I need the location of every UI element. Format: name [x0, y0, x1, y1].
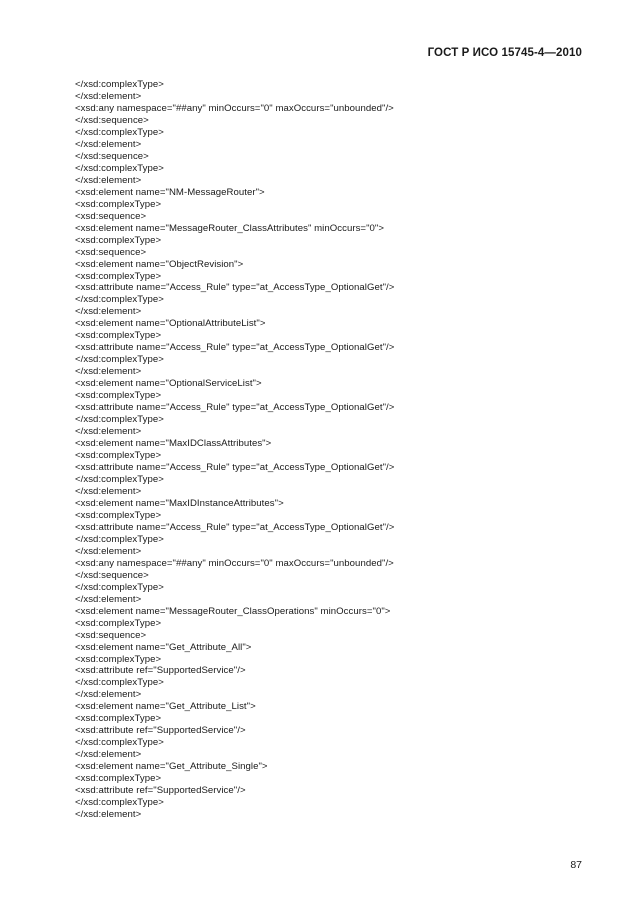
document-header-title: ГОСТ Р ИСО 15745-4—2010	[427, 47, 582, 59]
code-line: </xsd:element>	[75, 593, 142, 605]
code-line: <xsd:attribute ref="SupportedService"/>	[75, 725, 246, 737]
code-line: <xsd:complexType>	[75, 270, 162, 282]
code-line: <xsd:attribute name="Access_Rule" type="at_AccessType_OptionalGet"/>	[75, 402, 395, 414]
code-line: </xsd:element>	[75, 90, 142, 102]
code-line: <xsd:sequence>	[75, 210, 147, 222]
code-line: <xsd:element name="Get_Attribute_Single">	[75, 761, 268, 773]
code-line: <xsd:element name="Get_Attribute_All">	[75, 641, 252, 653]
code-line: <xsd:attribute ref="SupportedService"/>	[75, 665, 246, 677]
code-line: </xsd:element>	[75, 138, 142, 150]
code-line: <xsd:element name="MessageRouter_ClassOperations" minOccurs="0">	[75, 605, 391, 617]
code-line: </xsd:element>	[75, 545, 142, 557]
code-line: <xsd:element name="NM-MessageRouter">	[75, 186, 265, 198]
code-line: </xsd:complexType>	[75, 797, 164, 809]
code-line: </xsd:complexType>	[75, 162, 164, 174]
page-number: 87	[570, 859, 582, 871]
code-line: <xsd:complexType>	[75, 617, 162, 629]
code-line: <xsd:attribute name="Access_Rule" type="at_AccessType_OptionalGet"/>	[75, 462, 395, 473]
code-line: <xsd:complexType>	[75, 234, 162, 246]
code-line: </xsd:element>	[75, 174, 142, 186]
code-line: <xsd:complexType>	[75, 653, 162, 665]
code-line: </xsd:complexType>	[75, 581, 164, 593]
code-line: </xsd:complexType>	[75, 473, 164, 485]
code-line: </xsd:element>	[75, 809, 142, 821]
code-line: <xsd:element name="MaxIDInstanceAttributes">	[75, 497, 284, 509]
code-line: <xsd:complexType>	[75, 713, 162, 725]
code-line: <xsd:element name="ObjectRevision">	[75, 258, 244, 270]
code-line: </xsd:complexType>	[75, 294, 164, 306]
code-line: <xsd:any namespace="##any" minOccurs="0" maxOccurs="unbounded"/>	[75, 557, 394, 569]
code-line: <xsd:element name="MessageRouter_ClassAttributes" minOccurs="0">	[75, 222, 385, 234]
code-line: <xsd:element name="OptionalServiceList">	[75, 378, 262, 390]
code-line: <xsd:attribute ref="SupportedService"/>	[75, 785, 246, 797]
code-line: </xsd:sequence>	[75, 114, 149, 126]
code-line: <xsd:complexType>	[75, 198, 162, 210]
code-line: </xsd:complexType>	[75, 737, 164, 749]
code-line: </xsd:complexType>	[75, 533, 164, 545]
code-line: <xsd:sequence>	[75, 246, 147, 258]
code-line: </xsd:element>	[75, 749, 142, 761]
code-line: <xsd:complexType>	[75, 773, 162, 785]
code-line: <xsd:complexType>	[75, 390, 162, 402]
code-line: </xsd:complexType>	[75, 126, 164, 138]
code-line: </xsd:sequence>	[75, 150, 149, 162]
code-line: </xsd:complexType>	[75, 414, 164, 426]
code-line: </xsd:element>	[75, 689, 142, 701]
code-line: <xsd:complexType>	[75, 450, 162, 462]
code-line: <xsd:sequence>	[75, 629, 147, 641]
code-line: <xsd:complexType>	[75, 509, 162, 521]
code-line: </xsd:element>	[75, 485, 142, 497]
code-line: <xsd:attribute name="Access_Rule" type="at_AccessType_OptionalGet"/>	[75, 282, 395, 294]
code-line: </xsd:complexType>	[75, 354, 164, 366]
code-line: </xsd:complexType>	[75, 677, 164, 689]
code-line: <xsd:attribute name="Access_Rule" type="at_AccessType_OptionalGet"/>	[75, 521, 395, 533]
code-line: <xsd:attribute name="Access_Rule" type="at_AccessType_OptionalGet"/>	[75, 342, 395, 354]
xsd-code-listing	[75, 79, 394, 821]
code-line: <xsd:complexType>	[75, 330, 162, 342]
code-line: </xsd:complexType>	[75, 79, 164, 90]
code-line: <xsd:element name="Get_Attribute_List">	[75, 701, 256, 713]
code-line: </xsd:element>	[75, 366, 142, 378]
code-line: </xsd:element>	[75, 426, 142, 438]
code-line: <xsd:any namespace="##any" minOccurs="0" maxOccurs="unbounded"/>	[75, 102, 394, 114]
code-line: <xsd:element name="OptionalAttributeList">	[75, 318, 266, 330]
code-line: <xsd:element name="MaxIDClassAttributes">	[75, 438, 272, 450]
code-line: </xsd:element>	[75, 306, 142, 318]
code-line: </xsd:sequence>	[75, 569, 149, 581]
